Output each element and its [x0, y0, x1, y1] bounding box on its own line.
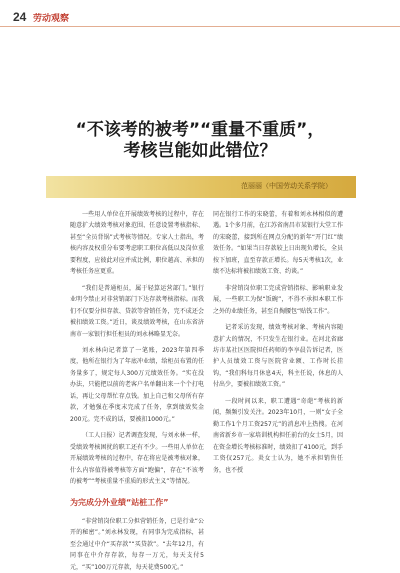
byline-bar — [46, 176, 356, 198]
paragraph: （工人日报）记者调查发现，与刘永林一样，受绩效考核困扰的职工还有不少。一些用人单位在开展绩效考核的过程中，存在将应是被考核对象，什么内容值得被考核等方面“跑偏”，存在“不该考的被考”“考核重量不重质的形式主义”等情况。 — [70, 432, 204, 485]
paragraph: 一段时间以来，职工遭遇“奇葩”考核的新闻，频频引发关注。2023年10月，一则“女子全勤工作1个月工资257元”的消息冲上热搜。在河南省新乡市一家培训机构担任前台的女士5月，因在资金增长考核标准时，绩效扣了4100元，到手工资仅257元。炎女士认为，她不承担销售任务，也不授 — [213, 397, 343, 474]
section-label: 劳动观察 — [33, 14, 70, 24]
paragraph: 一些用人单位在开展绩效考核的过程中，存在随意扩大绩效考核对象范围、任意设置考核指标、甚至“全员背锅”式考核等情况。专家人士指出，考核内容及权重分布要考虑职工职位高低以及岗位重要程度，应彼此对应并成比例，职位越高、承担的考核任务应更重。 — [70, 211, 204, 276]
paragraph: 非营销岗位职工完成营销指标、影响职业发展，一些职工为保“饭碗”，不得不承担本职工作之外的业绩任务，甚至自掏腰包“贴钱工作”。 — [213, 284, 343, 315]
paragraph: 刘永林向记者算了一笔账，2023年第四季度，他所在银行为了年底冲业绩，给柜员布置的任务量多了，规定每人300万元绩效任务。“实在没办法，只能把以前的老客户名单翻出来一个个打电话，再让父母帮忙存点钱。加上自己和父母所有存款，才勉强在季度末完成了任务，拿到绩效奖金200元。完不成的话，要被扣1000元。” — [70, 346, 204, 423]
right-column — [213, 209, 343, 476]
article-title-line-2: 考核岂能如此错位？ — [123, 141, 277, 161]
article-title-line-1: “不该考的被考”“重量不重质”， — [75, 120, 325, 140]
paragraph: 记者采访发现，绩效考核对象、考核内容随意扩大的情况，不只发生在银行业。在河北省廊坊市某社区医院担任药师的李享晨告诉记者，医护人员绩效工资与医院营业额、工作时长挂钩，“我们科每月休息4天，科主任说，休息的人付出少，要被扣绩效工资。” — [213, 324, 343, 389]
section-subhead: 为完成分外业绩“站桩工作” — [70, 498, 169, 508]
left-column — [70, 209, 204, 573]
paragraph: “我们是普通柜员，属于轻算运营部门。”银行业明令禁止对非营销部门下达存款考核指标。而我们不仅要分担存款、贷款等营销任务，完不成还会被扣绩效工资。”近日，谈及绩效考核，在山东省济南市一家银行担任柜员的刘永林略显无奈。 — [70, 284, 204, 338]
byline-author: 范丽丽（中国劳动关系学院） — [241, 182, 332, 190]
page-number: 24 — [13, 10, 27, 24]
header-divider — [0, 26, 400, 27]
paragraph: “非营销岗位职工分担营销任务，已是行业“公开的秘密”。”刘永林发现，有同事为完成指标，甚至会通过中介“买存款”“买贷款”。“去年12月，有同事在中介存存款，每存一万元，每天支付5元，“买”100万元存款，每天花费500元。” — [70, 517, 204, 571]
paragraph: 同在银行工作的宋晓蕾，有着和刘永林相似的遭遇。1个多月前，在江苏省南昌市某银行大堂工作的宋晓蕾，接到所在网点分配的新年“开门红”绩效任务。“如果当日存款较上日出现负增长，全员按下加班，直至存款正增长。每5天考核1次，业绩不达标将被扣绩效工资、约谈。” — [213, 211, 343, 276]
